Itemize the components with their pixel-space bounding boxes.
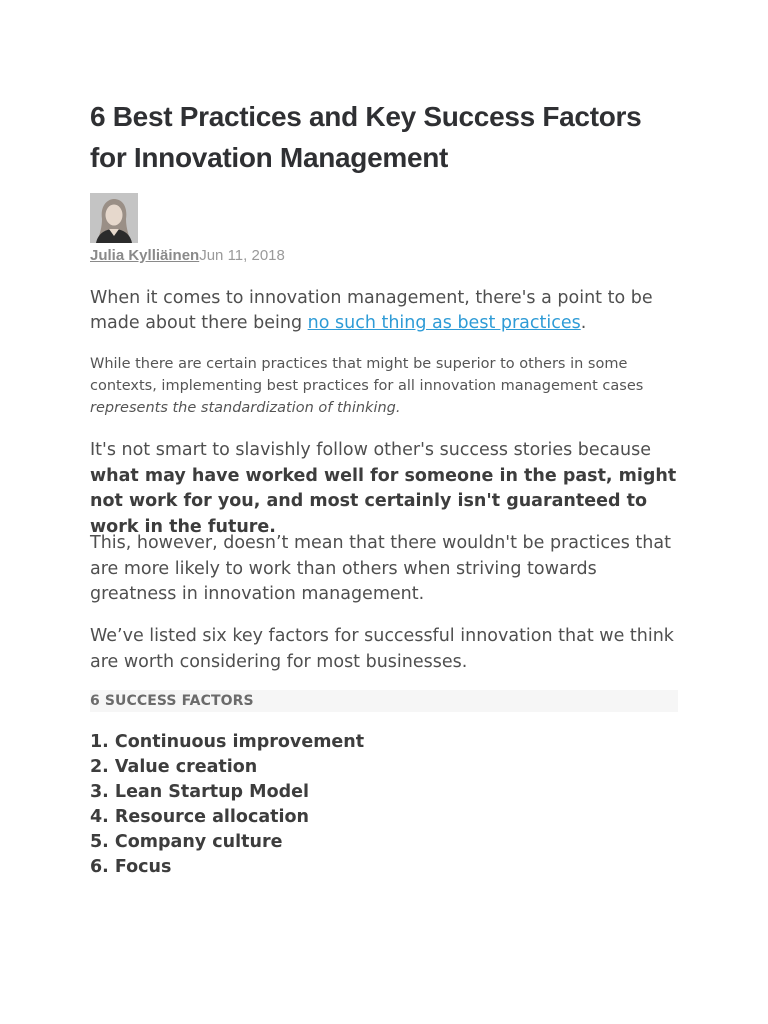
context-emphasis: represents the standardization of thinking. (90, 400, 401, 416)
success-factors-heading: 6 SUCCESS FACTORS (90, 690, 678, 712)
byline (90, 246, 285, 266)
intro-period: . (580, 313, 587, 333)
warning-paragraph (90, 438, 680, 540)
factor-item: 4. Resource allocation (90, 807, 309, 827)
intro-text: When it comes to innovation management, there's a point to be made about there being (90, 288, 653, 333)
best-practices-link[interactable]: no such thing as best practices (307, 313, 581, 333)
author-avatar[interactable] (90, 193, 138, 243)
article-title: 6 Best Practices and Key Success Factors for Innovation Management (90, 101, 642, 173)
author-photo-icon (90, 193, 138, 243)
success-factors-list (90, 730, 364, 880)
warning-text: It's not smart to slavishly follow other's success stories because (90, 440, 651, 460)
factor-item: 6. Focus (90, 857, 172, 877)
intro-paragraph (90, 286, 680, 336)
factor-item: 5. Company culture (90, 832, 283, 852)
publish-date: Jun 11, 2018 (199, 247, 285, 264)
factor-item: 3. Lean Startup Model (90, 782, 309, 802)
listed-paragraph: We’ve listed six key factors for successful innovation that we think are worth considering for most businesses. (90, 626, 674, 672)
context-text: While there are certain practices that might be superior to others in some contexts, implementing best practices for all innovation management cases (90, 356, 644, 394)
author-link[interactable]: Julia Kylliäinen (90, 247, 200, 264)
however-paragraph: This, however, doesn’t mean that there wouldn't be practices that are more likely to work than others when striving towards greatness in innovation management. (90, 533, 671, 604)
factor-item: 2. Value creation (90, 757, 258, 777)
warning-bold: what may have worked well for someone in the past, might not work for you, and most certainly isn't guaranteed to work in the future. (90, 465, 677, 537)
factor-item: 1. Continuous improvement (90, 732, 365, 752)
context-paragraph (90, 353, 650, 419)
